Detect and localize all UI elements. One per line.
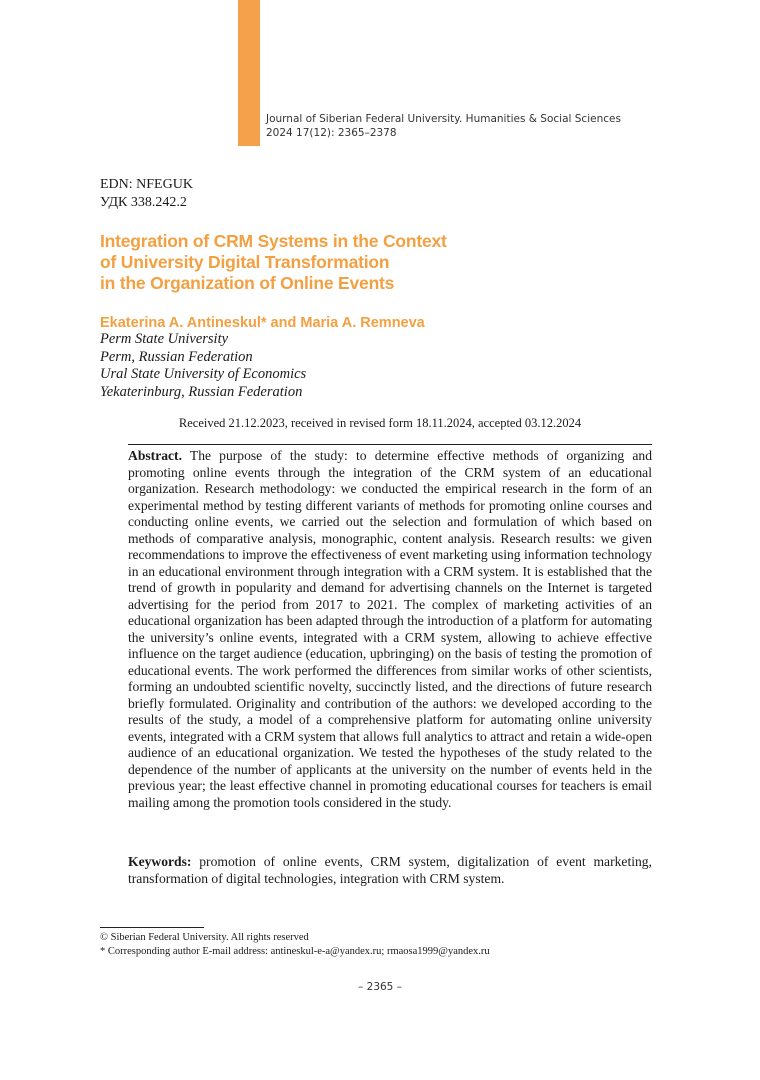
article-identifiers xyxy=(100,176,193,212)
journal-header xyxy=(266,112,621,140)
page-number: – 2365 – xyxy=(358,981,402,993)
abstract xyxy=(128,448,652,811)
abstract-label: Abstract. xyxy=(128,448,182,463)
received-dates: Received 21.12.2023, received in revised form 18.11.2024, accepted 03.12.2024 xyxy=(178,416,582,430)
footnote-divider xyxy=(100,927,204,928)
affiliation-line: Yekaterinburg, Russian Federation xyxy=(100,383,303,400)
keywords-label: Keywords: xyxy=(128,854,192,869)
authors: Ekaterina A. Antineskul* and Maria A. Remneva xyxy=(100,315,425,331)
accent-bar xyxy=(238,0,260,146)
affiliations xyxy=(100,331,306,401)
title-line: in the Organization of Online Events xyxy=(100,273,395,293)
abstract-text: The purpose of the study: to determine effective methods of organizing and promoting online events through the integration of the CRM system of an educational organization. Research methodology: we conducted the empirical research in the form of an experimental method by testing different variants of methods for promoting online courses and conducting online events, we carried out the selection and formulation of which based on methods of comparative analysis, monographic, content analysis. Research results: we given recommendations to improve the effectiveness of event marketing using information technology in an educational environment through integration with a CRM system. It is established that the trend of growth in popularity and demand for advertising channels on the Internet is targeted advertising for the period from 2017 to 2021. The complex of marketing activities of an educational organization has been adapted through the introduction of a platform for automating the university’s online events, integrated with a CRM system, allowing to achieve effective influence on the target audience (education, upbringing) on the basis of testing the promotion of educational events. The work performed the differences from similar works of other scientists, forming an undoubted scientific novelty, succinctly listed, and the directions of future research briefly formulated. Originality and contribution of the authors: we developed according to the results of the study, a model of a comprehensive platform for automating online university events, integrated with a CRM system that allows full analytics to attract and retain a wide-open audience of an educational organization. We tested the hypotheses of the study related to the dependence of the number of applicants at the university on the number of events held in the previous year; the least effective channel in promoting educational courses for teachers is email mailing among the promotion tools considered in the study. xyxy=(128,448,652,810)
corresponding-author-note: * Corresponding author E-mail address: antineskul-e-a@yandex.ru; rmaosa1999@yandex.ru xyxy=(100,946,490,957)
footnotes xyxy=(100,931,490,959)
article-title xyxy=(100,231,520,294)
keywords xyxy=(128,854,652,887)
affiliation-line: Ural State University of Economics xyxy=(100,366,307,382)
affiliation-line: Perm, Russian Federation xyxy=(100,348,253,365)
edn-code: EDN: NFEGUK xyxy=(100,177,193,192)
keywords-text: promotion of online events, CRM system, digitalization of event marketing, transformation of digital technologies, integration with CRM system. xyxy=(128,854,652,886)
udk-code: УДК 338.242.2 xyxy=(100,195,187,210)
title-line: of University Digital Transformation xyxy=(100,252,390,272)
copyright-note: © Siberian Federal University. All rights reserved xyxy=(100,932,309,943)
title-line: Integration of CRM Systems in the Context xyxy=(100,231,447,251)
abstract-divider xyxy=(128,444,652,445)
affiliation-line: Perm State University xyxy=(100,331,229,347)
journal-name: Journal of Siberian Federal University. Humanities & Social Sciences xyxy=(266,113,621,125)
journal-issue: 2024 17(12): 2365–2378 xyxy=(266,127,397,139)
